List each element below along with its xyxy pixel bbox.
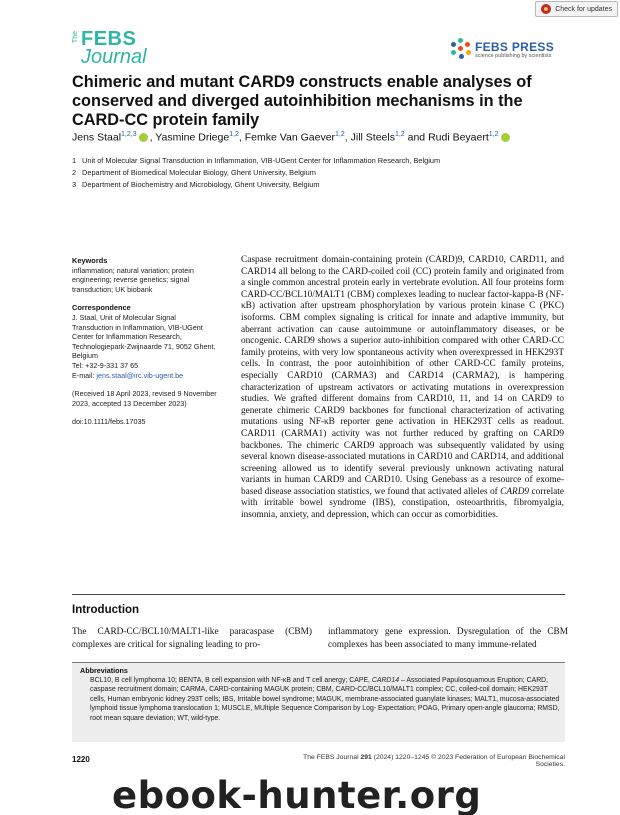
keywords-block (72, 256, 222, 294)
journal-logo-febs: FEBS (81, 28, 137, 50)
watermark: ebook-hunter.org (112, 774, 482, 815)
abstract-text: Caspase recruitment domain-containing protein (CARD)9, CARD10, CARD11, and CARD14 all belong to the CARD-coiled coil (CC) protein family and originated from a single common ancestral protein early in vertebrate evolution. All four proteins form CARD-CC/BCL10/MALT1 (CBM) complexes leading to nuclear factor-kappa-B (NF-κB) activation after upstream phosphorylation by various protein kinase C (PKC) isoforms. CBM complex signaling is critical for innate and adaptive immunity, but aberrant activation can cause autoimmune or autoinflammatory diseases, or be oncogenic. CARD9 shows a superior auto-inhibition compared with other CARD-CC family proteins, with very low spontaneous activity when overexpressed in HEK293T cells. In contrast, the poor autoinhibition of other CARD-CC family proteins, especially CARD10 (CARMA3) and CARD14 (CARMA2), is hampering characterization of upstream activators or activating mutations in overexpression studies. We grafted different domains from CARD10, 11, and 14 on CARD9 to generate chimeric CARD9 backbones for functional characterization of activating mutations using NF-κB reporter gene activation in HEK293T cells as readout. CARD11 (CARMA1) activity was not further reduced by grafting on CARD9 backbones. The chimeric CARD9 approach was subsequently validated by using several known disease-associated mutations in CARD10 and CARD14, and additional screening allowed us to identify several previously unknown activating natural variants in human CARD9 and CARD10. Using Genebass as a resource of exome-based disease association statistics, we found that activated alleles of (241, 255, 564, 497)
abbreviations-label: Abbreviations (80, 666, 128, 675)
correspondence-label: Correspondence (72, 303, 131, 313)
intro-text-right: inflammatory gene expression. Dysregulation of the CBM complexes has been associated to many immune-related (328, 627, 568, 650)
affiliation-item (72, 167, 562, 179)
page-number: 1220 (72, 755, 90, 764)
affiliation-number: 2 (72, 168, 77, 177)
intro-text-left: The CARD-CC/BCL10/MALT1-like paracaspase (CBM) complexes are critical for signaling leading to pro- (72, 627, 312, 650)
abstract (241, 255, 564, 522)
check-for-updates-label: Check for updates (555, 5, 612, 13)
author-name: Rudi Beyaert (428, 131, 489, 144)
author-affiliation-sup: 1,2 (488, 131, 499, 138)
author-list (72, 131, 562, 144)
author-affiliation-sup: 1,2 (394, 131, 405, 138)
author-separator: , (238, 131, 245, 144)
affiliation-text: Department of Biochemistry and Microbiology, Ghent University, Belgium (82, 180, 320, 189)
journal-logo-journal: Journal (81, 46, 147, 68)
abbreviations-text: BCL10, B cell lymphoma 10; BENTA, B cell expansion with NF-κB and T cell anergy; CAPE, CARD14 – Associated Papulosquamous Eruption; CARD, caspase recruitment domain; CARMA, CARD-containing MAGUK protein; CBM, CARD-CC/BCL10/MALT1 complex; CC, coiled-coil domain; HEK293T cells, Human embryonic kidney 293T cells; IBS, Irritable bowel syndrome; MAGUK, membrane-associated guanylate kinases; MALT1, mucosa-associated lymphoid tissue lymphoma translocation 1; MUSCLE, MUltiple Sequence Comparison by Log- Expectation; POAG, Primary open-angle glaucoma; RMSD, root mean square deviation; WT, wild-type. (90, 676, 560, 722)
introduction-heading: Introduction (72, 604, 140, 616)
author-affiliation-sup: 1,2 (229, 131, 239, 138)
febs-journal-logo (72, 28, 152, 72)
affiliation-text: Unit of Molecular Signal Transduction in Inflammation, VIB-UGent Center for Inflammation Research, Belgium (82, 156, 441, 165)
febs-press-name: FEBS PRESS (475, 39, 555, 54)
author-affiliation-sup: 1,2,3 (121, 131, 137, 138)
correspondence-line: Transduction in Inflammation, VIB-UGent (72, 322, 203, 332)
received-dates: (Received 18 April 2023, revised 9 November 2023, accepted 13 December 2023) (72, 389, 217, 408)
journal-logo-the: The (72, 31, 79, 44)
correspondence-line: Technologiepark-Zwijnaarde 71, 9052 Ghent, (72, 341, 216, 351)
doi[interactable]: doi:10.1111/febs.17035 (72, 417, 146, 427)
article-sidebar (72, 256, 222, 436)
crossmark-icon (541, 4, 551, 14)
abstract-gene-italic: CARD9 (500, 486, 530, 497)
affiliation-number: 3 (72, 180, 77, 189)
author-separator: , (344, 131, 351, 144)
affiliation-item (72, 179, 562, 191)
affiliation-text: Department of Biomedical Molecular Biology, Ghent University, Belgium (82, 168, 316, 177)
author-separator: , (149, 131, 156, 144)
correspondence-block (72, 303, 222, 380)
author-name: Jill Steels (350, 131, 395, 144)
journal-citation: The FEBS Journal 291 (2024) 1220–1245 © 2023 Federation of European Biochemical Societies. (303, 754, 565, 768)
check-for-updates-badge[interactable] (535, 1, 618, 17)
febs-press-dots-icon (450, 38, 472, 60)
affiliation-item (72, 155, 562, 167)
keywords-label: Keywords (72, 256, 108, 265)
febs-press-tagline: science publishing by scientists (475, 52, 552, 59)
article-title: Chimeric and mutant CARD9 constructs enable analyses of conserved and diverged autoinhibition mechanisms in the CARD-CC protein family (72, 73, 532, 129)
orcid-icon[interactable] (139, 133, 148, 142)
affiliations (72, 155, 562, 191)
abstract-text-end: correlate with irritable bowel syndrome (IBS), constipation, osteoarthritis, fibromyalgia, insomnia, anxiety, and depression, which can occur as comorbidities. (241, 486, 564, 521)
febs-press-logo (450, 38, 554, 60)
correspondence-line: J. Staal, Unit of Molecular Signal (72, 312, 176, 322)
author-name: Yasmine Driege (155, 131, 230, 144)
author-name: Jens Staal (72, 131, 122, 144)
author-separator: and (404, 131, 429, 144)
author-affiliation-sup: 1,2 (335, 131, 345, 138)
correspondence-line: Center for Inflammation Research, (72, 332, 182, 342)
abbreviations-box (72, 662, 565, 742)
correspondence-line: Tel: +32-9-331 37 65 (72, 360, 139, 370)
email-label: E-mail: (72, 370, 97, 380)
section-divider (72, 594, 565, 595)
keywords-text: inflammation; natural variation; protein engineering; reverse genetics; signal transduction; UK biobank (72, 265, 194, 294)
correspondence-line: Belgium (72, 351, 98, 361)
affiliation-number: 1 (72, 156, 77, 165)
email-link[interactable]: jens.staal@irc.vib-ugent.be (96, 370, 184, 380)
author-name: Femke Van Gaever (244, 131, 336, 144)
orcid-icon[interactable] (501, 133, 510, 142)
